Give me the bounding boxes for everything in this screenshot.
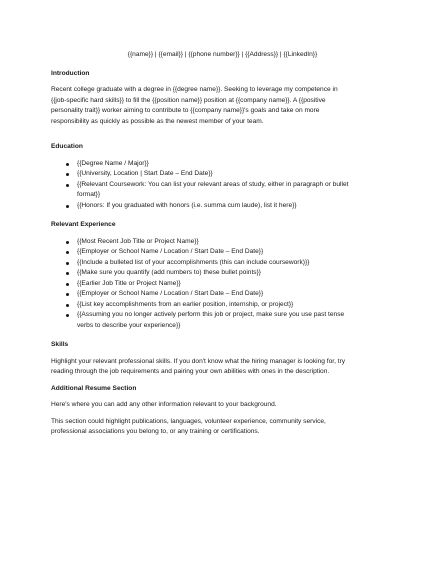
list-item: {{Assuming you no longer actively perform this job or project, make sure you use past tense verbs to describe your experience}} [51, 310, 384, 331]
skills-paragraph: Highlight your relevant professional skills. If you don't know what the hiring manager is looking for, try reading through the job requirements and pairing your own abilities with ones in the description. [51, 357, 346, 375]
additional-paragraph-1: Here's where you can add any other information relevant to your background. [51, 401, 277, 408]
introduction-line: {{job-specific hard skills}} to fill the {{position name}} position at {{company name}}. A {{positive [51, 96, 326, 104]
introduction-line: personality trait}} worker aiming to contribute to {{company name}}'s goals and take on more [51, 107, 320, 114]
additional-paragraph-2: This section could highlight publications, languages, volunteer experience, community service, professional associations you belong to, or any training or certifications. [51, 417, 326, 435]
list-item: {{Degree Name / Major}} [51, 159, 384, 170]
list-item: {{List key accomplishments from an earlier position, internship, or project}} [51, 300, 384, 311]
introduction-paragraph [51, 85, 384, 127]
list-item: {{Honors: If you graduated with honors (i.e. summa cum laude), list it here}} [51, 201, 384, 212]
skills-heading: Skills [51, 341, 69, 348]
introduction-heading: Introduction [51, 69, 90, 77]
list-item: {{Employer or School Name / Location / Start Date – End Date}} [51, 247, 384, 258]
list-item: {{Make sure you quantify (add numbers to) these bullet points}} [51, 268, 384, 279]
list-item: {{Relevant Coursework: You can list your relevant areas of study, either in paragraph or bullet format}} [51, 180, 384, 201]
additional-heading: Additional Resume Section [51, 384, 137, 392]
contact-line: {{name}} | {{email}} | {{phone number}} | {{Address}} | {{LinkedIn}} [127, 51, 318, 58]
list-item: {{Earlier Job Title or Project Name}} [51, 279, 384, 290]
list-item: {{University, Location | Start Date – End Date}} [51, 169, 384, 180]
experience-heading: Relevant Experience [51, 221, 116, 228]
experience-list [51, 237, 384, 332]
list-item: {{Most Recent Job Title or Project Name}} [51, 237, 384, 248]
introduction-line: responsibility as quickly as possible as the newest member of your team. [51, 117, 264, 125]
list-item: {{Employer or School Name / Location / Start Date – End Date}} [51, 289, 384, 300]
introduction-line: Recent college graduate with a degree in {{degree name}}. Seeking to leverage my competence in [51, 86, 338, 93]
education-list [51, 159, 384, 212]
education-heading: Education [51, 143, 83, 150]
list-item: {{Include a bulleted list of your accomplishments (this can include coursework)}} [51, 258, 384, 269]
